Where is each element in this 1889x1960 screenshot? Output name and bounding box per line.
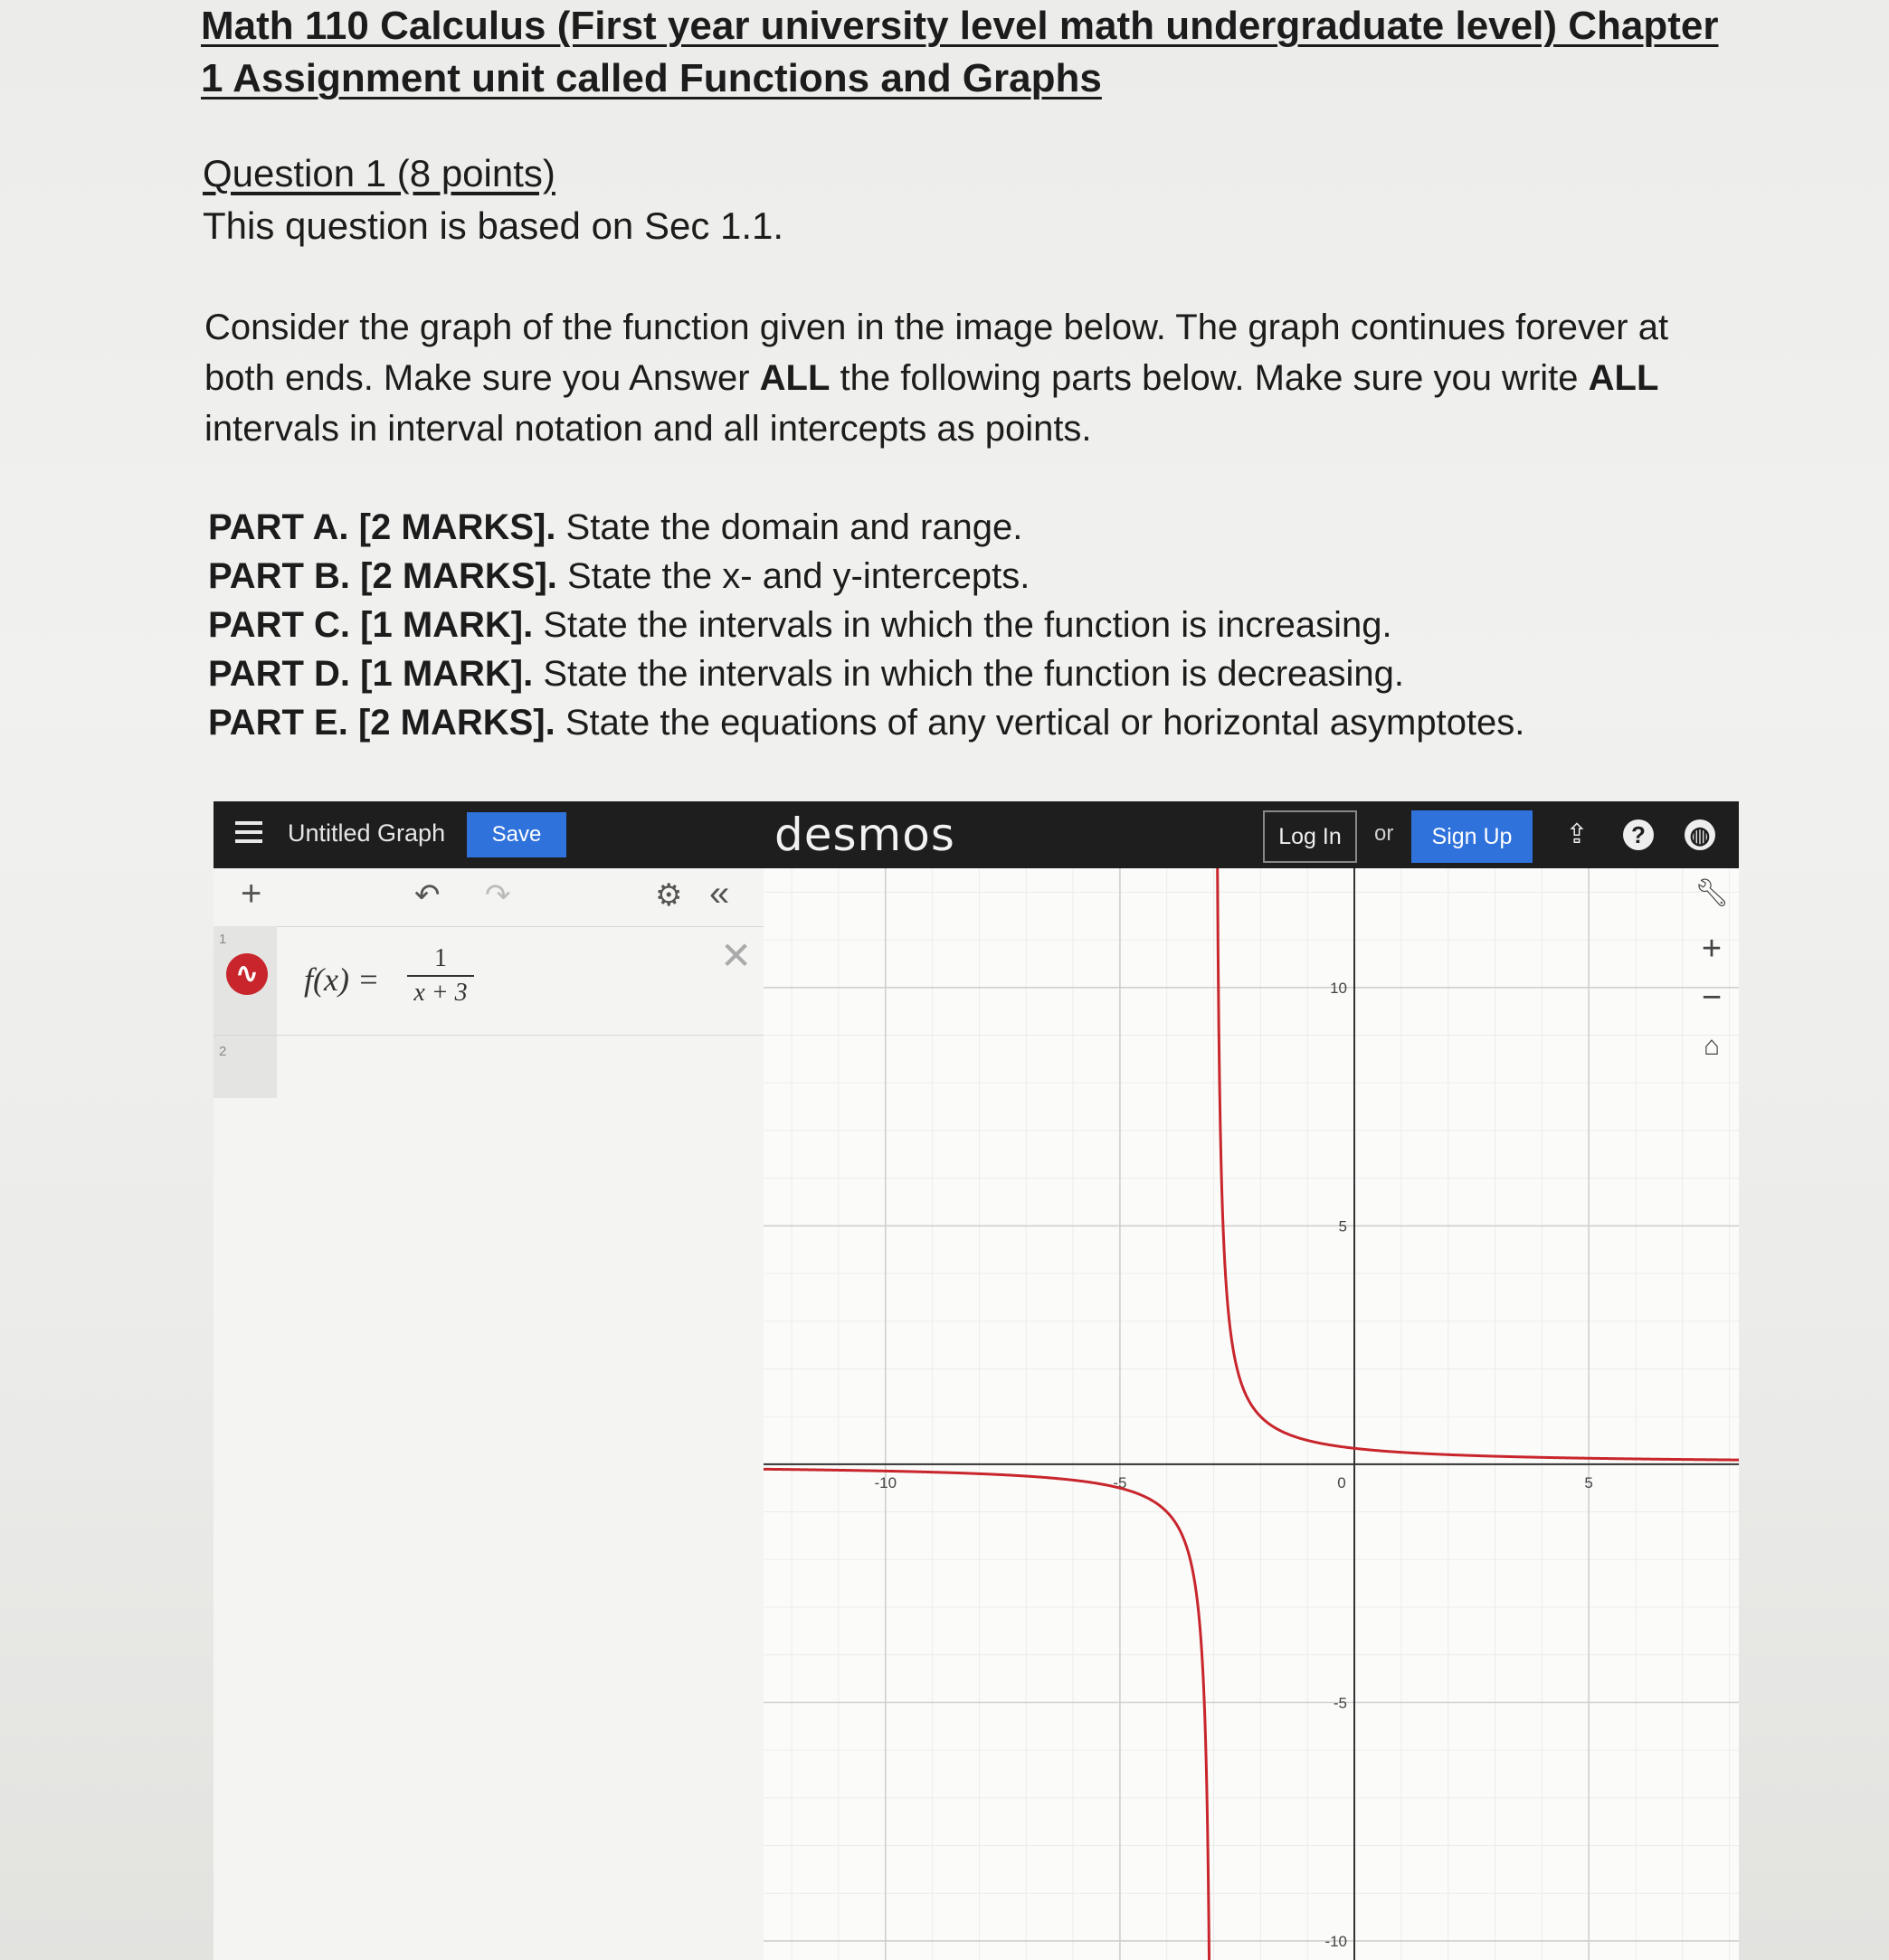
y-tick-label: -10 xyxy=(1324,1932,1348,1950)
undo-icon[interactable]: ↶ xyxy=(414,878,441,913)
part-e-label: PART E. [2 MARKS]. xyxy=(208,703,555,743)
x-tick-label: 5 xyxy=(1584,1473,1593,1491)
line-number-2: 2 xyxy=(219,1044,227,1059)
intro-text-1: Consider the graph of the function given in the image below. The graph continues forever at both ends. Make sure you Answer xyxy=(204,308,1669,398)
intro-bold-2: ALL xyxy=(1588,358,1659,398)
question-heading: Question 1 (8 points) xyxy=(203,152,555,194)
question-parts xyxy=(208,503,1524,747)
expression-panel xyxy=(214,868,765,1960)
y-tick-label: 10 xyxy=(1330,979,1348,997)
part-e-text: State the equations of any vertical or horizontal asymptotes. xyxy=(555,703,1525,743)
part-d-label: PART D. [1 MARK]. xyxy=(208,654,534,694)
delete-expression-icon[interactable]: ✕ xyxy=(720,934,753,977)
intro-bold-1: ALL xyxy=(759,358,831,398)
document-title: Math 110 Calculus (First year university level math undergraduate level) Chapter 1 Assignment unit called Functions and Graphs xyxy=(201,4,1719,100)
part-c-label: PART C. [1 MARK]. xyxy=(208,605,534,645)
zoom-out-icon[interactable]: − xyxy=(1701,979,1723,1017)
x-tick-label: -5 xyxy=(1113,1473,1127,1491)
menu-icon[interactable] xyxy=(235,821,262,848)
part-e xyxy=(208,698,1524,747)
y-tick-label: 5 xyxy=(1338,1217,1348,1236)
gear-icon[interactable]: ⚙ xyxy=(655,878,683,913)
or-label: or xyxy=(1374,821,1394,846)
expression-toolbar xyxy=(214,868,764,927)
question-basis: This question is based on Sec 1.1. xyxy=(203,204,784,247)
part-a-text: State the domain and range. xyxy=(555,507,1023,547)
expression-row[interactable] xyxy=(214,926,764,1036)
desmos-calculator xyxy=(214,801,1739,1960)
graph-paper[interactable] xyxy=(764,868,1739,1960)
part-d-text: State the intervals in which the function is decreasing. xyxy=(533,654,1405,694)
plus-icon[interactable]: + xyxy=(241,874,262,914)
signup-button[interactable]: Sign Up xyxy=(1411,810,1533,863)
expression-fraction xyxy=(407,944,474,1008)
language-icon[interactable]: ◍ xyxy=(1685,819,1715,850)
fraction-denominator: x + 3 xyxy=(413,979,468,1007)
zoom-in-icon[interactable]: + xyxy=(1701,930,1723,968)
y-tick-label: -5 xyxy=(1333,1694,1348,1712)
share-icon[interactable]: ⇪ xyxy=(1565,819,1589,849)
save-button[interactable]: Save xyxy=(467,812,566,857)
part-b-label: PART B. [2 MARKS]. xyxy=(208,556,557,596)
fraction-numerator: 1 xyxy=(434,944,447,972)
part-c xyxy=(208,601,1524,649)
part-b-text: State the x- and y-intercepts. xyxy=(556,556,1030,596)
desmos-logo: desmos xyxy=(774,809,955,861)
x-tick-label: -10 xyxy=(874,1473,897,1491)
curve-right-branch xyxy=(1216,868,1739,1460)
part-b xyxy=(208,552,1524,601)
login-button[interactable]: Log In xyxy=(1263,810,1357,863)
curve-left-branch xyxy=(764,1469,1211,1960)
x-tick-label: 0 xyxy=(1337,1473,1346,1491)
part-a-label: PART A. [2 MARKS]. xyxy=(208,507,556,547)
expression-lhs: f(x) = xyxy=(304,961,380,998)
graph-svg[interactable] xyxy=(764,868,1739,1960)
graph-title[interactable]: Untitled Graph xyxy=(288,819,446,847)
desmos-topbar xyxy=(214,801,1739,868)
wrench-icon[interactable]: 🔧︎ xyxy=(1694,878,1730,908)
question-intro xyxy=(204,302,1724,454)
help-icon[interactable]: ? xyxy=(1623,819,1654,850)
zoom-tools xyxy=(1685,868,1739,1140)
home-icon[interactable]: ⌂ xyxy=(1703,1031,1721,1061)
part-a xyxy=(208,503,1524,552)
curve-style-icon[interactable]: ∿ xyxy=(226,953,268,995)
intro-text-2: the following parts below. Make sure you write xyxy=(830,358,1589,398)
intro-text-3: intervals in interval notation and all intercepts as points. xyxy=(204,409,1092,449)
part-d xyxy=(208,649,1524,698)
line-number-1: 1 xyxy=(219,932,227,947)
part-c-text: State the intervals in which the function is increasing. xyxy=(533,605,1392,645)
collapse-icon[interactable]: « xyxy=(709,874,730,914)
redo-icon[interactable]: ↷ xyxy=(485,878,511,913)
